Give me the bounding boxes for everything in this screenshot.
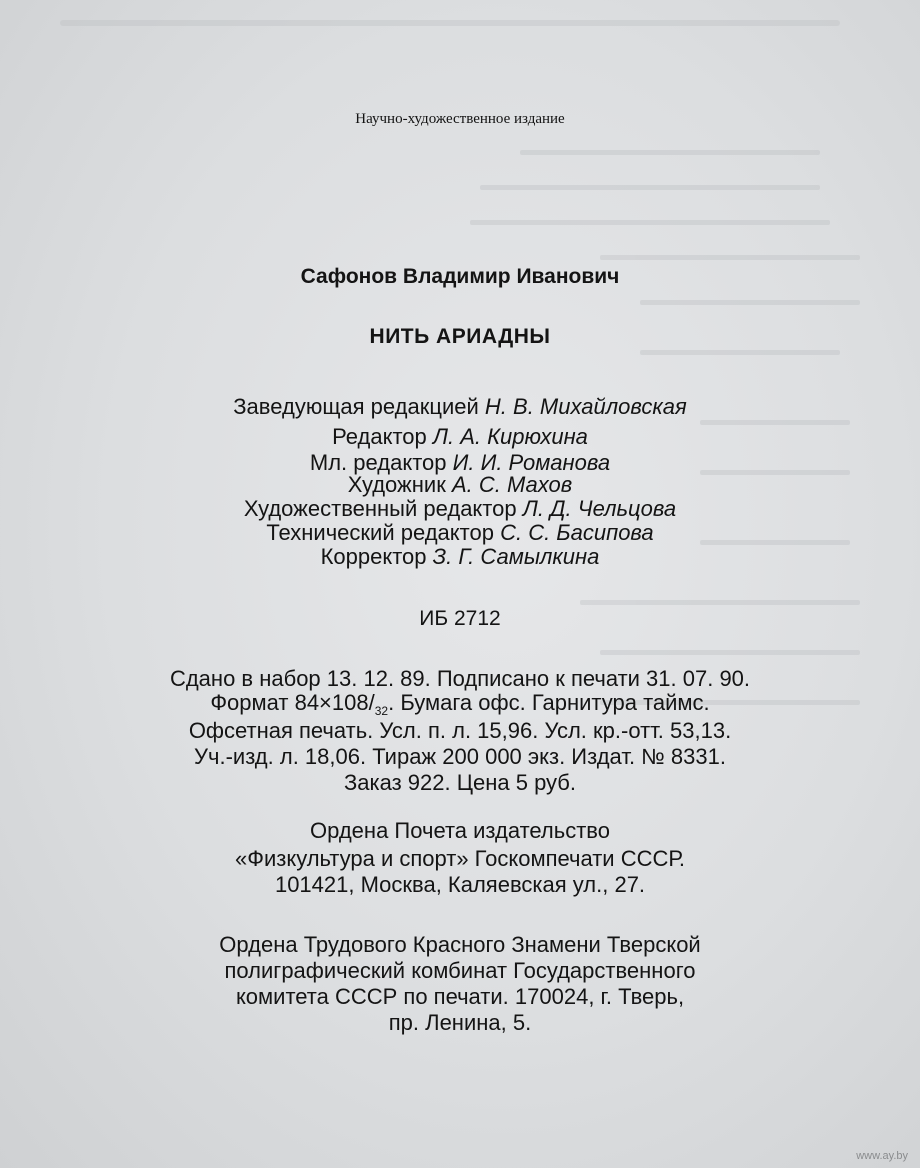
- credit-line: [0, 474, 920, 496]
- credit-line: [0, 452, 920, 474]
- watermark: www.ay.by: [856, 1150, 908, 1162]
- credit-line: [0, 426, 920, 448]
- credit-line: [0, 498, 920, 520]
- credit-line: [0, 546, 920, 568]
- credit-role: Корректор: [320, 544, 427, 569]
- format-prefix: Формат 84×108/: [210, 690, 375, 715]
- credit-role: Технический редактор: [266, 520, 494, 545]
- publisher-line: 101421, Москва, Каляевская ул., 27.: [274, 872, 646, 897]
- format-suffix: . Бумага офс. Гарнитура таймс.: [388, 690, 710, 715]
- credit-role: Заведующая редакцией: [233, 394, 479, 419]
- print-detail-line: Офсетная печать. Усл. п. л. 15,96. Усл. кр.-отт. 53,13.: [188, 718, 732, 743]
- author-name: Сафонов Владимир Иванович: [300, 265, 620, 288]
- credit-name: И. И. Романова: [452, 450, 611, 475]
- printer-line: Ордена Трудового Красного Знамени Тверской: [219, 932, 701, 957]
- print-detail-line: Заказ 922. Цена 5 руб.: [343, 770, 577, 795]
- credit-role: Редактор: [332, 424, 427, 449]
- credit-name: С. С. Басипова: [500, 520, 654, 545]
- printer-line: полиграфический комбинат Государственного: [224, 958, 696, 983]
- credit-name: Н. В. Михайловская: [484, 394, 687, 419]
- credit-role: Художественный редактор: [243, 496, 517, 521]
- print-detail-line: [0, 692, 920, 717]
- genre-label: Научно-художественное издание: [355, 111, 565, 127]
- print-detail-line: Уч.-изд. л. 18,06. Тираж 200 000 экз. Издат. № 8331.: [194, 744, 726, 769]
- credit-line: [0, 396, 920, 418]
- credit-role: Художник: [347, 472, 446, 497]
- credit-name: Л. А. Кирюхина: [432, 424, 588, 449]
- ib-number: ИБ 2712: [419, 607, 501, 630]
- credit-role: Мл. редактор: [309, 450, 447, 475]
- credit-line: [0, 522, 920, 544]
- credit-name: З. Г. Самылкина: [432, 544, 600, 569]
- publisher-line: «Физкультура и спорт» Госкомпечати СССР.: [234, 846, 685, 871]
- printer-line: комитета СССР по печати. 170024, г. Тверь,: [235, 984, 685, 1009]
- print-detail-line: Сдано в набор 13. 12. 89. Подписано к печати 31. 07. 90.: [169, 666, 751, 691]
- printer-line: пр. Ленина, 5.: [388, 1010, 532, 1035]
- book-title: НИТЬ АРИАДНЫ: [369, 325, 551, 348]
- publisher-line: Ордена Почета издательство: [310, 818, 610, 843]
- credit-name: Л. Д. Чельцова: [522, 496, 677, 521]
- credit-name: А. С. Махов: [451, 472, 573, 497]
- format-subscript: 32: [374, 704, 389, 718]
